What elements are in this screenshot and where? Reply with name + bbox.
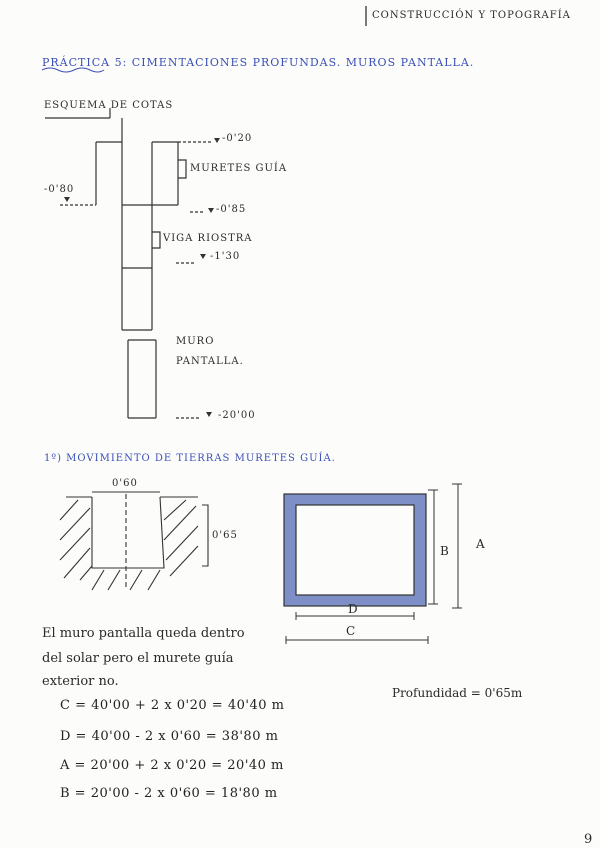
elevation-sketch [45, 108, 215, 418]
header-subject: CONSTRUCCIÓN Y TOPOGRAFÍA [372, 10, 571, 21]
plan-view [284, 484, 462, 644]
page-title: PRÁCTICA 5: CIMENTACIONES PROFUNDAS. MUROS PANTALLA. [42, 56, 475, 69]
note-line-2: del solar pero el murete guía [42, 651, 234, 666]
trench-width: 0'60 [112, 478, 138, 489]
level-markers [64, 138, 220, 417]
level-2000: -20'00 [218, 410, 256, 421]
level-080: -0'80 [44, 184, 75, 195]
equation-d: D = 40'00 - 2 x 0'60 = 38'80 m [60, 729, 279, 744]
page-number: 9 [584, 832, 593, 847]
label-guide-walls: MURETES GUÍA [190, 163, 288, 174]
note-line-1: El muro pantalla queda dentro [42, 626, 245, 641]
plan-label-d: D [348, 602, 359, 616]
level-130: -1'30 [210, 251, 241, 262]
section1-heading: ESQUEMA DE COTAS [44, 100, 174, 111]
label-wall-2: PANTALLA. [176, 356, 244, 367]
equation-a: A = 20'00 + 2 x 0'20 = 20'40 m [60, 758, 284, 773]
trench-depth: 0'65 [212, 530, 238, 541]
equation-b: B = 20'00 - 2 x 0'60 = 18'80 m [60, 786, 278, 801]
label-tie-beam: VIGA RIOSTRA [163, 233, 253, 244]
equation-c: C = 40'00 + 2 x 0'20 = 40'40 m [60, 698, 285, 713]
plan-label-c: C [346, 624, 357, 638]
plan-label-a: A [476, 537, 486, 551]
label-wall-1: MURO [176, 336, 215, 347]
plan-label-b: B [440, 544, 450, 558]
trench-section [60, 492, 208, 590]
note-line-3: exterior no. [42, 674, 119, 689]
depth-note: Profundidad = 0'65m [392, 686, 523, 700]
section2-heading: 1º) MOVIMIENTO DE TIERRAS MURETES GUÍA. [44, 453, 336, 464]
level-085: -0'85 [216, 204, 247, 215]
level-020: -0'20 [222, 133, 253, 144]
